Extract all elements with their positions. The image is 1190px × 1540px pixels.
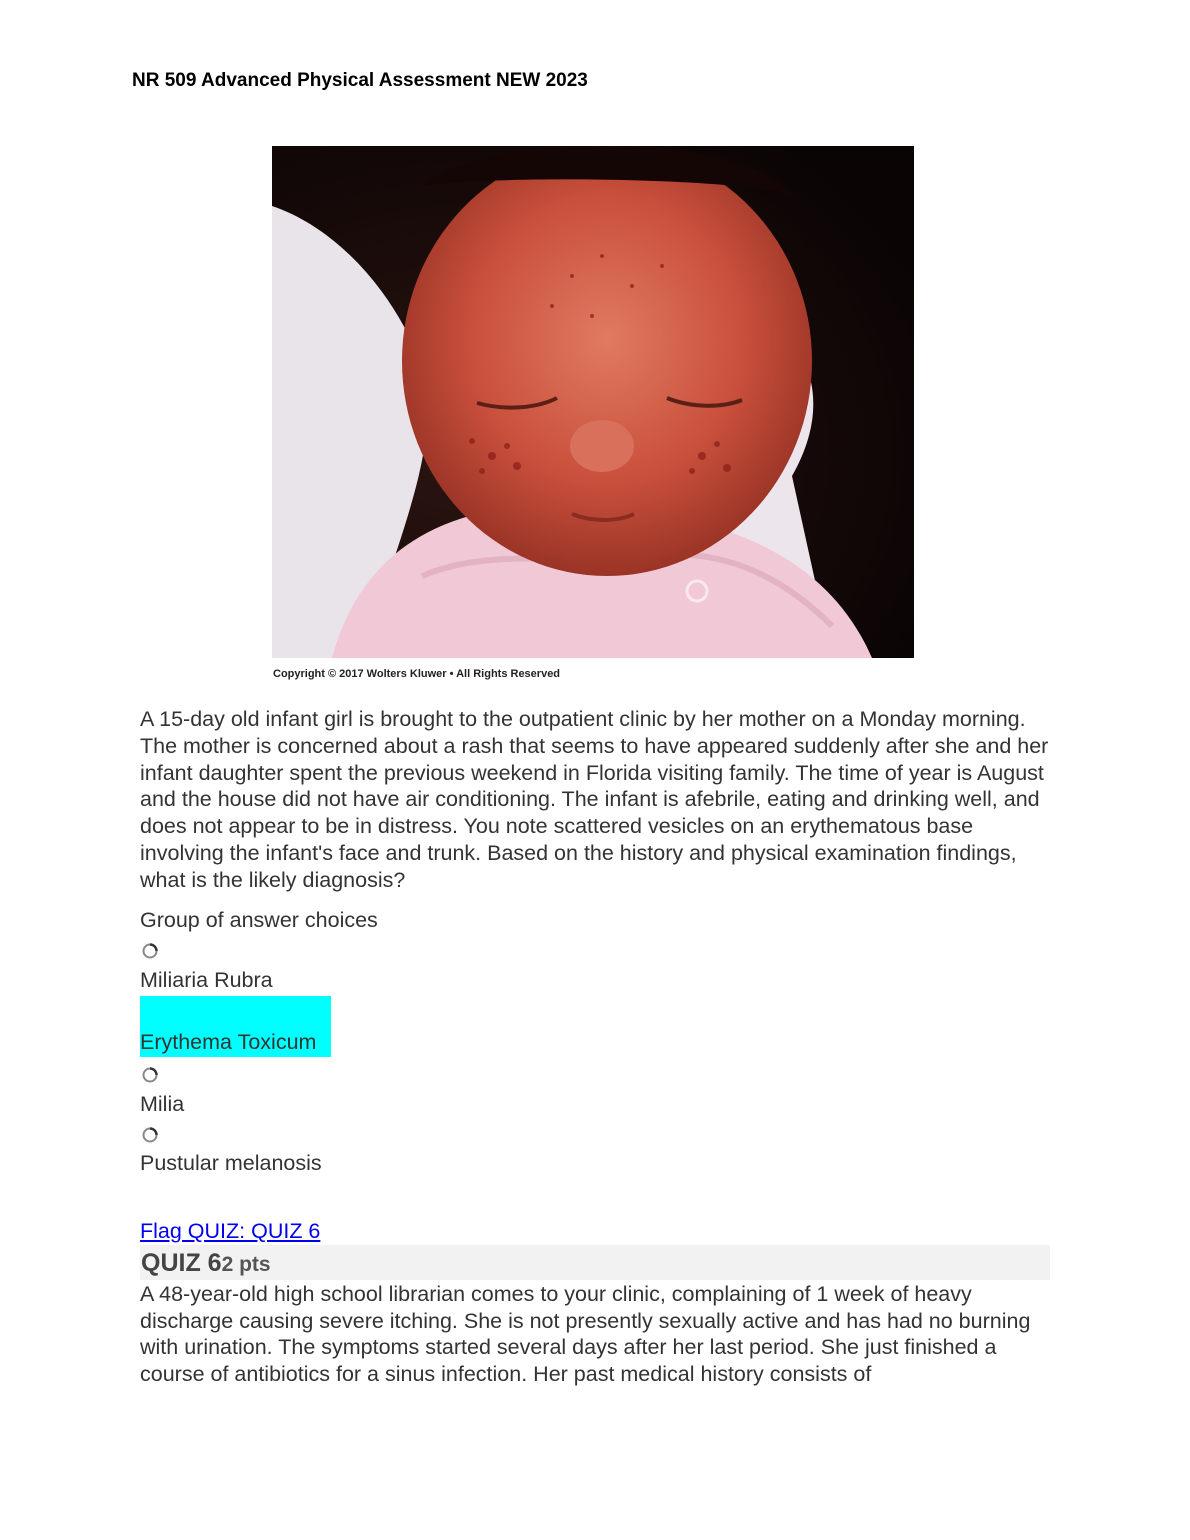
photo-caption: Copyright © 2017 Wolters Kluwer • All Rights Reserved bbox=[273, 668, 561, 680]
flag-quiz-link[interactable]: Flag QUIZ: QUIZ 6 bbox=[140, 1219, 321, 1243]
answer-choice-miliaria-rubra[interactable]: Miliaria Rubra bbox=[140, 968, 273, 992]
radio-button-icon[interactable] bbox=[141, 1126, 159, 1144]
document-title: NR 509 Advanced Physical Assessment NEW 2023 bbox=[132, 70, 588, 91]
quiz-heading bbox=[141, 1249, 271, 1278]
quiz-header-bar bbox=[140, 1245, 1050, 1280]
radio-button-icon[interactable] bbox=[141, 942, 159, 960]
quiz-title: QUIZ 6 bbox=[141, 1249, 222, 1277]
answer-choice-milia[interactable]: Milia bbox=[140, 1092, 185, 1116]
answer-choice-pustular-melanosis[interactable]: Pustular melanosis bbox=[140, 1151, 322, 1175]
answer-choice-erythema-toxicum[interactable]: Erythema Toxicum bbox=[140, 1030, 317, 1054]
infant-photo-illustration bbox=[272, 146, 914, 658]
quiz6-question-text: A 48-year-old high school librarian comes to your clinic, complaining of 1 week of heavy discharge causing severe itching. She is not presently sexually active and has had no burning with urination. The symptoms started several days after her last period. She just finished a course of antibiotics for a sinus infection. Her past medical history consists of bbox=[140, 1282, 1031, 1386]
quiz-points: 2 pts bbox=[221, 1253, 271, 1276]
answer-group-label: Group of answer choices bbox=[140, 908, 378, 932]
radio-button-icon[interactable] bbox=[141, 1066, 159, 1084]
question-text: A 15-day old infant girl is brought to the outpatient clinic by her mother on a Monday morning. The mother is concerned about a rash that seems to have appeared suddenly after she and her infant daughter spent the previous weekend in Florida visiting family. The time of year is August and the house did not have air conditioning. The infant is afebrile, eating and drinking well, and does not appear to be in distress. You note scattered vesicles on an erythematous base involving the infant's face and trunk. Based on the history and physical examination findings, what is the likely diagnosis? bbox=[140, 707, 1049, 892]
infant-rash-photo bbox=[272, 146, 914, 658]
